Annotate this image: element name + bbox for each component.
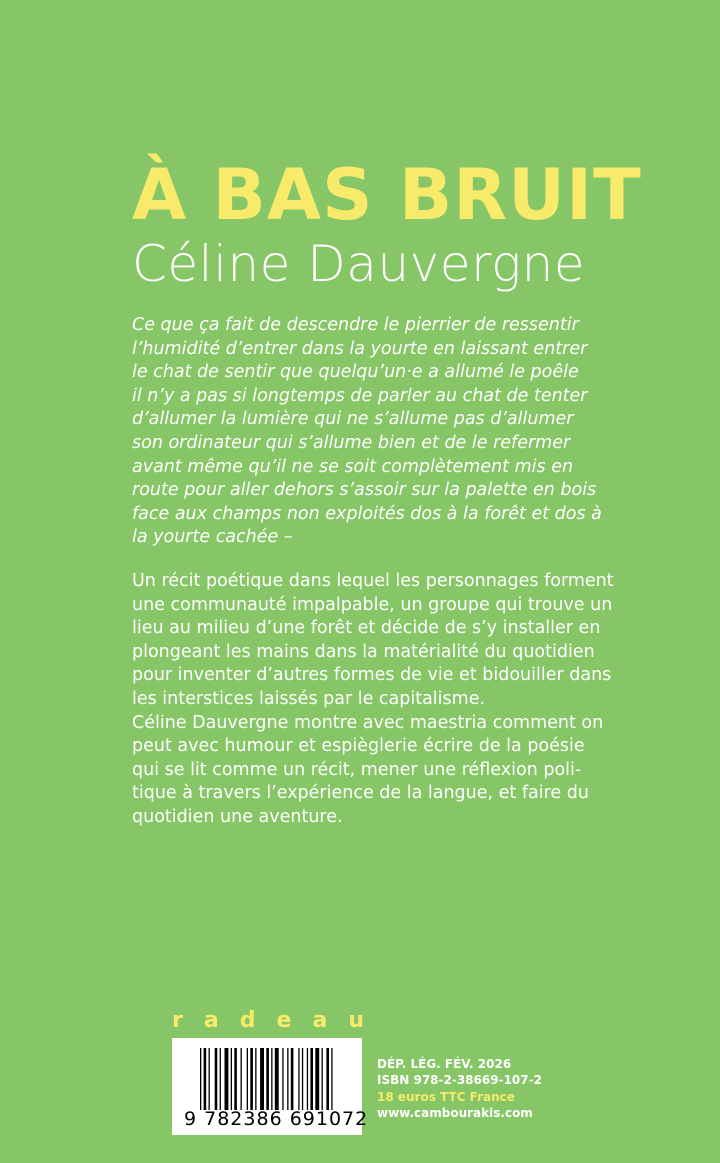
publisher-letter: e	[276, 1008, 292, 1033]
barcode-bar	[200, 1048, 201, 1110]
publisher-logo	[172, 1008, 364, 1033]
blurb-line: pour inventer d’autres formes de vie et bidouiller dans	[132, 665, 612, 686]
barcode-bar	[287, 1048, 288, 1110]
barcode-bar	[326, 1048, 329, 1110]
blurb-line: tique à travers l’expérience de la langue, et faire du	[132, 783, 589, 804]
legal-info	[377, 1056, 542, 1121]
excerpt-line: la yourte cachée –	[132, 527, 293, 548]
barcode-bar	[310, 1048, 313, 1110]
blurb-line: lieu au milieu d’une forêt et décide de s’y installer en	[132, 618, 601, 639]
barcode-bar	[291, 1048, 294, 1110]
blurb-line: Un récit poétique dans lequel les personnages forment	[132, 571, 614, 591]
website: www.cambourakis.com	[377, 1105, 533, 1120]
barcode-bar	[225, 1048, 229, 1110]
blurb-line: quotidien une aventure.	[132, 806, 343, 827]
barcode-bar	[302, 1048, 303, 1110]
barcode-bar	[255, 1048, 256, 1110]
barcode-bar	[231, 1048, 232, 1110]
book-title: À BAS BRUIT	[132, 154, 642, 236]
barcode-bar	[241, 1048, 242, 1110]
barcode-bar	[247, 1048, 248, 1110]
barcode	[172, 1038, 369, 1135]
excerpt-line: avant même qu’il ne se soit complètement mis en	[132, 456, 574, 477]
barcode-bar	[275, 1048, 279, 1110]
barcode-bar	[322, 1048, 323, 1110]
excerpt	[132, 314, 602, 550]
barcode-bar	[215, 1048, 218, 1110]
barcode-bar	[271, 1048, 272, 1110]
excerpt-line: face aux champs non exploités dos à la forêt et dos à	[132, 503, 602, 524]
publisher-letter: u	[348, 1008, 364, 1033]
publisher-letter: a	[203, 1008, 219, 1033]
excerpt-line: il n’y a pas si longtemps de parler au chat de tenter	[132, 385, 588, 406]
barcode-bar	[307, 1048, 308, 1110]
barcode-bar	[234, 1048, 237, 1110]
blurb-line: peut avec humour et espièglerie écrire de la poésie	[132, 736, 585, 757]
isbn: ISBN 978-2-38669-107-2	[377, 1073, 542, 1088]
depot-legal: DÉP. LÉG. FÉV. 2026	[377, 1057, 512, 1071]
barcode-bar	[282, 1048, 283, 1110]
excerpt-line: Ce que ça fait de descendre le pierrier de ressentir	[132, 315, 579, 335]
excerpt-line: son ordinateur qui s’allume bien et de le refermer	[132, 432, 571, 453]
blurb-line: une communauté impalpable, un groupe qui trouve un	[132, 594, 613, 615]
barcode-digits: 9 782386 691072	[184, 1108, 369, 1130]
barcode-bar	[331, 1048, 332, 1110]
barcode-bar	[315, 1048, 319, 1110]
excerpt-line: l’humidité d’entrer dans la yourte en laissant entrer	[132, 338, 588, 359]
barcode-bars	[200, 1048, 350, 1110]
price: 18 euros TTC France	[377, 1089, 515, 1104]
blurb-line: qui se lit comme un récit, mener une réflexion poli-	[132, 759, 582, 780]
excerpt-line: d’allumer la lumière qui ne s’allume pas d’allumer	[132, 409, 574, 430]
blurb	[132, 570, 614, 830]
barcode-bar	[204, 1048, 207, 1110]
barcode-bar	[298, 1048, 299, 1110]
author-name: Céline Dauvergne	[132, 235, 586, 293]
barcode-bar	[209, 1048, 210, 1110]
barcode-bar	[266, 1048, 269, 1110]
blurb-line: les interstices laissés par le capitalisme.	[132, 688, 486, 709]
excerpt-line: route pour aller dehors s’assoir sur la palette en bois	[132, 480, 597, 501]
publisher-letter: d	[239, 1008, 256, 1033]
barcode-bar	[220, 1048, 221, 1110]
barcode-bar	[260, 1048, 264, 1110]
blurb-line: Céline Dauvergne montre avec maestria comment on	[132, 712, 604, 733]
blurb-line: plongeant les mains dans la matérialité du quotidien	[132, 641, 595, 662]
excerpt-line: le chat de sentir que quelqu’un·e a allumé le poêle	[132, 362, 579, 383]
publisher-letter: r	[172, 1008, 183, 1033]
publisher-letter: a	[312, 1008, 328, 1033]
barcode-bar	[250, 1048, 253, 1110]
